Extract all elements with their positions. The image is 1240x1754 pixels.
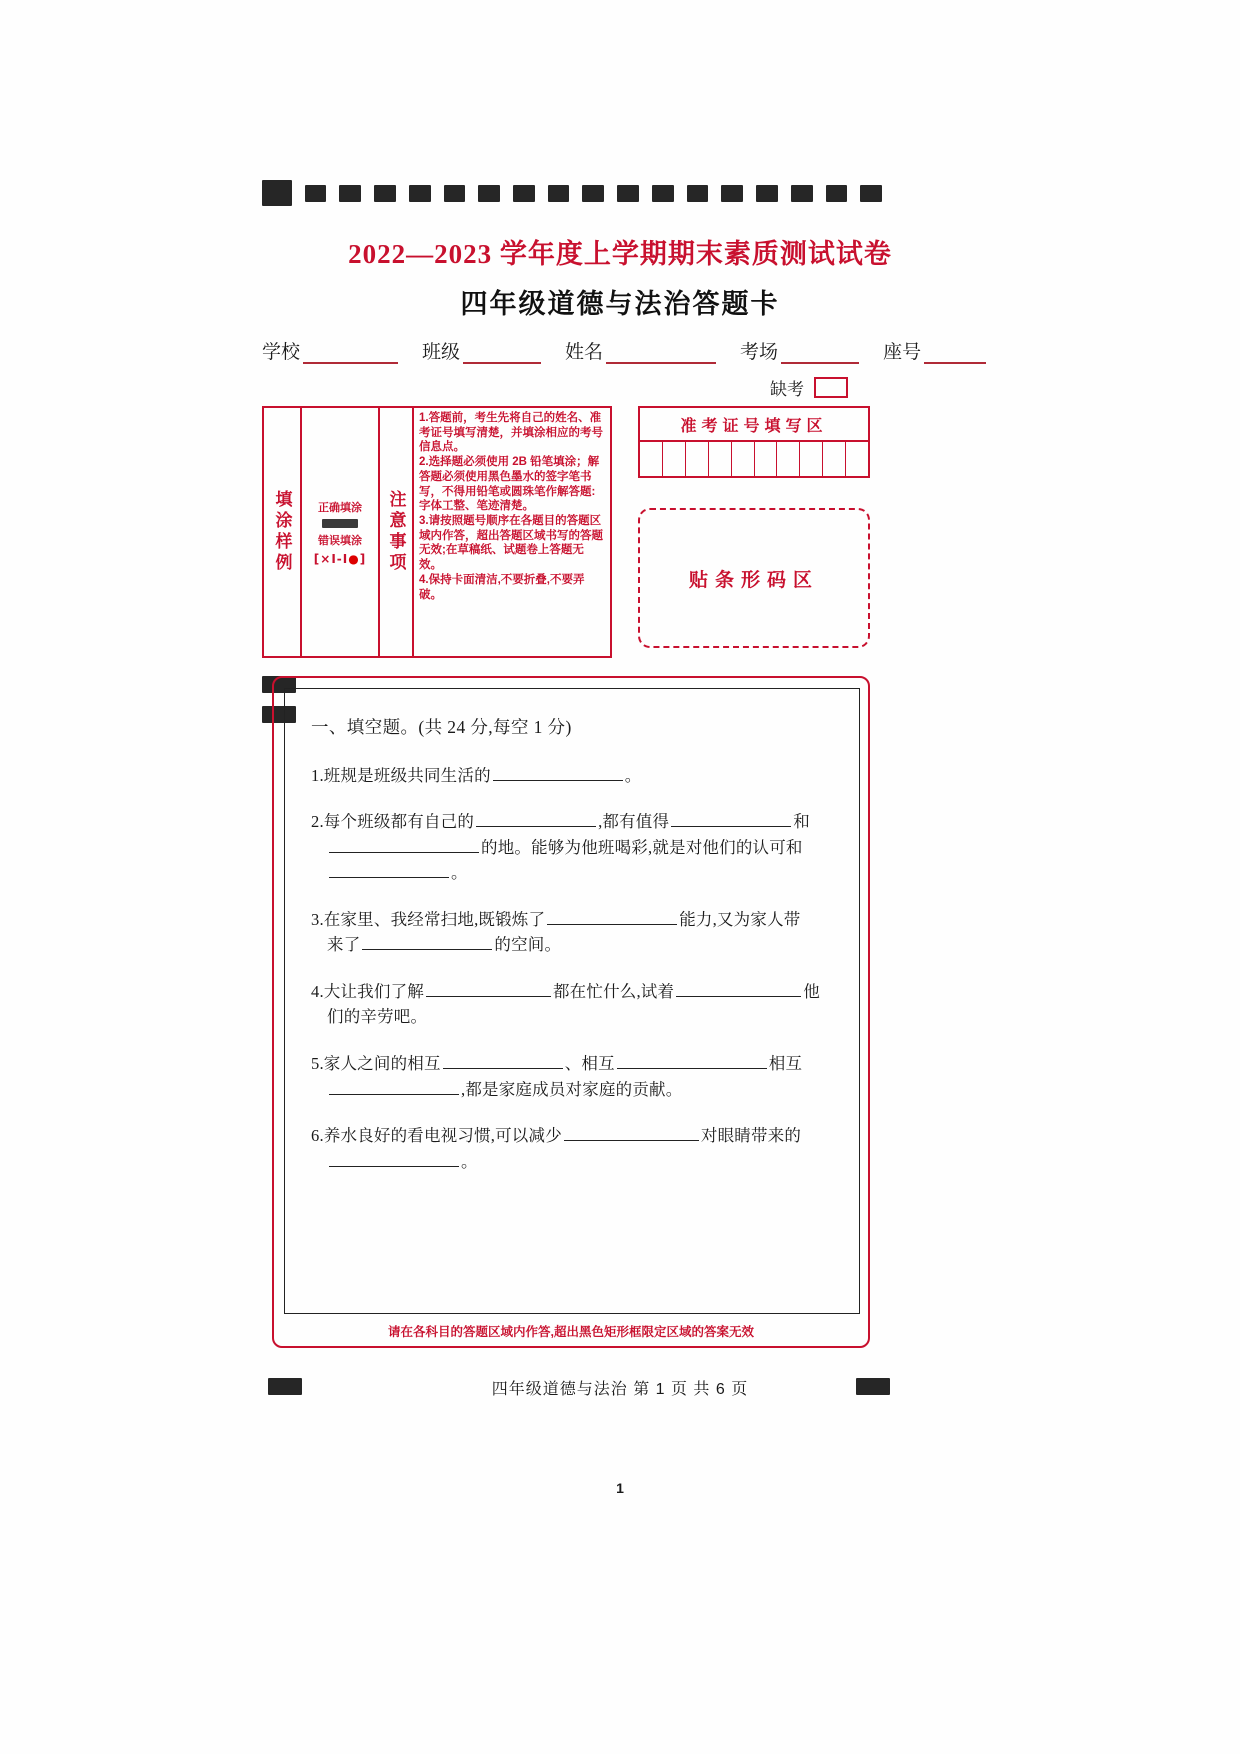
exam-number-cell[interactable] [823, 442, 846, 476]
timing-mark [262, 180, 292, 206]
answer-blank[interactable] [547, 909, 677, 925]
absent-marker[interactable] [770, 375, 848, 400]
timing-mark [687, 185, 709, 202]
timing-mark [617, 185, 639, 202]
timing-mark [513, 185, 535, 202]
timing-mark [791, 185, 813, 202]
wrong-fill-label: 错误填涂 [318, 534, 362, 547]
info-input-line[interactable] [303, 345, 398, 364]
wrong-fill-marks-icon: [×I-I●] [313, 551, 367, 566]
timing-mark [409, 185, 431, 202]
info-label: 考场 [740, 342, 779, 363]
question-q5 [311, 1051, 833, 1102]
question-text: 4.大让我们了解 [311, 981, 424, 1001]
question-line [311, 1077, 833, 1103]
fill-sample-title-cell [264, 408, 302, 656]
question-list [311, 763, 833, 1175]
question-text: 来了 [327, 935, 361, 955]
answer-blank[interactable] [362, 934, 492, 950]
notice-title-cell [380, 408, 414, 656]
answer-blank[interactable] [443, 1053, 563, 1069]
timing-mark [444, 185, 466, 202]
answer-blank[interactable] [493, 765, 623, 781]
question-line [311, 1004, 833, 1030]
question-text: 6.养水良好的看电视习惯,可以减少 [311, 1126, 562, 1146]
student-info-row [262, 334, 922, 364]
info-input-line[interactable] [606, 345, 716, 364]
exam-number-area[interactable] [638, 406, 870, 478]
page-footer-subject: 四年级道德与法治 第 1 页 共 6 页 [491, 1381, 749, 1398]
info-label: 姓名 [565, 342, 604, 363]
question-q4 [311, 979, 833, 1030]
info-field-4[interactable] [883, 337, 986, 364]
timing-mark-row [262, 180, 882, 206]
correct-fill-label: 正确填涂 [318, 501, 362, 514]
question-q1 [311, 763, 833, 789]
instructions-table [262, 406, 612, 658]
question-text: 都在忙什么,试着 [552, 981, 675, 1001]
timing-mark [826, 185, 848, 202]
exam-number-cell[interactable] [663, 442, 686, 476]
notice-body [414, 408, 610, 656]
question-text: ,都是家庭成员对家庭的贡献。 [461, 1079, 683, 1099]
timing-mark [374, 185, 396, 202]
timing-mark [548, 185, 570, 202]
answer-blank[interactable] [426, 981, 551, 997]
notice-title: 注意事项 [386, 490, 406, 574]
timing-mark [721, 185, 743, 202]
question-line [311, 835, 833, 861]
question-text: 对眼睛带来的 [700, 1126, 802, 1146]
answer-blank[interactable] [676, 981, 801, 997]
question-text: 。 [461, 1151, 478, 1171]
timing-mark [756, 185, 778, 202]
question-text: 他 [803, 981, 820, 1001]
exam-number-title: 准考证号填写区 [680, 417, 828, 435]
exam-number-cell[interactable] [777, 442, 800, 476]
exam-number-cell[interactable] [686, 442, 709, 476]
absent-label: 缺考 [770, 380, 804, 399]
answer-blank[interactable] [617, 1053, 767, 1069]
exam-number-cell[interactable] [732, 442, 755, 476]
notice-item-2: 2.选择题必须使用 2B 铅笔填涂；解答题必须使用黑色墨水的签字笔书写，不得用铅笔或圆珠笔作解答题:字体工整、笔迹清楚。 [419, 456, 600, 513]
question-text: 、相互 [564, 1054, 615, 1073]
section-heading: 一、填空题。(共 24 分,每空 1 分) [311, 717, 572, 737]
timing-mark [305, 185, 327, 202]
info-input-line[interactable] [463, 345, 541, 364]
question-q6 [311, 1123, 833, 1174]
notice-item-4: 4.保持卡面清洁,不要折叠,不要弄破。 [419, 573, 585, 601]
page-number: 1 [616, 1480, 624, 1496]
question-line [311, 809, 833, 835]
question-line [311, 763, 833, 789]
info-input-line[interactable] [924, 345, 986, 364]
notice-item-3: 3.请按照题号顺序在各题目的答题区域内作答，超出答题区域书写的答题无效;在草稿纸、试题卷上答题无效。 [419, 515, 603, 572]
question-text: 。 [451, 863, 468, 883]
answer-blank[interactable] [329, 862, 449, 878]
absent-checkbox[interactable] [814, 377, 848, 398]
info-input-line[interactable] [781, 345, 859, 364]
info-label: 班级 [422, 342, 461, 363]
question-line [311, 860, 833, 886]
question-text: 和 [793, 812, 810, 832]
question-line [311, 1123, 833, 1149]
question-q2 [311, 809, 833, 886]
question-line [311, 1051, 833, 1077]
exam-number-cell[interactable] [800, 442, 823, 476]
question-text: 们的辛劳吧。 [327, 1007, 428, 1027]
question-text: 。 [624, 765, 642, 785]
exam-number-cell[interactable] [755, 442, 778, 476]
info-field-3[interactable] [740, 337, 859, 364]
question-text: 2.每个班级都有自己的 [311, 812, 475, 832]
notice-item-1: 1.答题前，考生先将自己的姓名、准考证号填写清楚，并填涂相应的考号信息点。 [419, 412, 603, 454]
timing-mark [339, 185, 361, 202]
barcode-label: 贴条形码区 [688, 569, 819, 591]
question-text: 1.班规是班级共同生活的 [311, 765, 491, 785]
page-title-main: 2022—2023 学年度上学期期末素质测试试卷 [348, 239, 892, 269]
question-line [311, 907, 833, 933]
question-line [311, 932, 833, 958]
answer-blank[interactable] [329, 837, 479, 853]
exam-number-cells[interactable] [640, 440, 868, 476]
info-field-1[interactable] [422, 337, 541, 364]
fill-sample-cell [302, 408, 380, 656]
timing-mark [860, 185, 882, 202]
answer-region-warning: 请在各科目的答题区域内作答,超出黑色矩形框限定区域的答案无效 [388, 1325, 754, 1339]
correct-fill-mark-icon [322, 519, 358, 528]
info-field-0[interactable] [262, 337, 398, 364]
timing-mark [582, 185, 604, 202]
question-text: ,都有值得 [598, 812, 670, 832]
question-line [311, 1149, 833, 1175]
info-label: 座号 [883, 342, 922, 363]
exam-number-cell[interactable] [640, 442, 663, 476]
question-text: 3.在家里、我经常扫地,既锻炼了 [311, 909, 546, 929]
answer-blank[interactable] [329, 1151, 459, 1167]
question-text: 的空间。 [494, 935, 562, 955]
fill-sample-title: 填涂样例 [272, 490, 292, 574]
answer-blank[interactable] [476, 811, 596, 827]
barcode-area [638, 508, 870, 648]
answer-blank[interactable] [564, 1125, 699, 1141]
page-title-sub: 四年级道德与法治答题卡 [460, 289, 780, 319]
exam-number-cell[interactable] [846, 442, 868, 476]
question-text: 5.家人之间的相互 [311, 1054, 441, 1073]
answer-blank[interactable] [329, 1079, 459, 1095]
question-text: 能力,又为家人带 [679, 909, 801, 929]
question-q3 [311, 907, 833, 958]
answer-blank[interactable] [671, 811, 791, 827]
question-text: 相互 [768, 1054, 803, 1073]
question-text: 的地。能够为他班喝彩,就是对他们的认可和 [481, 837, 803, 857]
answer-region[interactable] [284, 688, 860, 1314]
timing-mark [478, 185, 500, 202]
timing-mark [652, 185, 674, 202]
exam-number-cell[interactable] [709, 442, 732, 476]
info-field-2[interactable] [565, 337, 716, 364]
question-line [311, 979, 833, 1005]
info-label: 学校 [262, 342, 301, 363]
